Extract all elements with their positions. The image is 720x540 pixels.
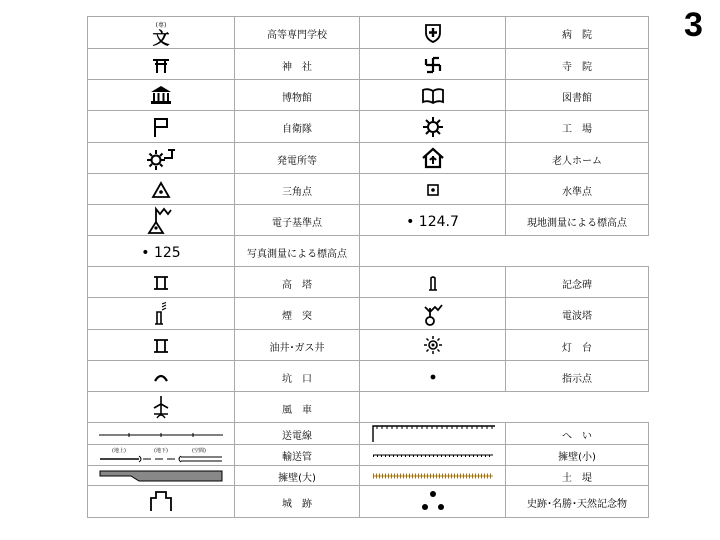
legend-label-cell <box>506 485 649 517</box>
legend-row <box>88 423 649 445</box>
map-symbol-legend-table <box>87 16 649 518</box>
legend-label: 写真測量による標高点 <box>247 248 347 260</box>
legend-row <box>88 17 649 49</box>
legend-label: 送電線 <box>282 431 312 442</box>
legend-label-cell <box>506 143 649 174</box>
fence-icon <box>371 424 495 444</box>
legend-label-cell <box>506 174 649 205</box>
legend-symbol-cell <box>360 423 506 445</box>
legend-label-cell <box>235 174 360 205</box>
legend-label: 擁壁(小) <box>558 452 596 464</box>
lighthouse-icon <box>423 335 443 355</box>
legend-label: 風 車 <box>282 404 312 416</box>
legend-label: 煙 突 <box>282 311 312 322</box>
legend-symbol-cell <box>88 80 235 111</box>
legend-label-cell <box>235 111 360 143</box>
power-plant-icon <box>146 146 176 170</box>
legend-symbol-cell <box>88 17 235 49</box>
legend-label-cell <box>235 267 360 298</box>
legend-row <box>88 205 649 236</box>
library-icon <box>421 87 445 105</box>
radio-tower-icon <box>422 302 444 326</box>
legend-row <box>88 392 649 423</box>
castle-ruins-icon <box>149 490 173 512</box>
legend-label-cell <box>506 445 649 466</box>
retaining-wall-small-icon <box>371 452 495 460</box>
legend-label: 擁壁(大) <box>278 472 316 484</box>
legend-symbol-cell <box>88 445 235 466</box>
legend-symbol-cell <box>88 361 235 392</box>
page-number: 3 <box>684 6 703 44</box>
legend-label: 坑 口 <box>282 373 312 385</box>
windmill-icon <box>150 394 172 420</box>
retaining-wall-large-icon <box>99 470 223 482</box>
legend-label: 三角点 <box>282 186 312 198</box>
legend-symbol-cell <box>88 298 235 330</box>
pipeline-sublabel-underground: (地下) <box>154 447 168 454</box>
legend-label-cell <box>235 236 360 267</box>
legend-symbol-cell <box>88 49 235 80</box>
svg-text:(専): (専) <box>155 21 167 29</box>
electronic-reference-point-icon <box>147 206 175 234</box>
spot-height-value: • 124.7 <box>406 213 459 230</box>
legend-label-cell <box>235 465 360 485</box>
legend-label: 寺 院 <box>562 61 592 73</box>
hospital-icon <box>423 23 443 43</box>
legend-label: 現地測量による標高点 <box>527 217 627 229</box>
reference-point-icon <box>429 373 437 381</box>
legend-row <box>88 143 649 174</box>
temple-icon <box>424 56 442 74</box>
legend-label-cell <box>235 392 360 423</box>
legend-label: 指示点 <box>562 373 592 385</box>
legend-label: 水準点 <box>562 186 592 198</box>
legend-label-cell <box>506 80 649 111</box>
legend-row <box>88 465 649 485</box>
legend-label: 博物館 <box>282 92 312 104</box>
legend-label-cell <box>235 423 360 445</box>
legend-label: 史跡･名勝･天然記念物 <box>527 498 627 510</box>
legend-symbol-cell <box>360 298 506 330</box>
legend-label-cell <box>235 49 360 80</box>
legend-label-cell <box>506 298 649 330</box>
empty-cell <box>506 392 649 423</box>
legend-label-cell <box>235 330 360 361</box>
legend-symbol-cell <box>360 111 506 143</box>
embankment-icon <box>371 472 495 480</box>
legend-label-cell <box>506 17 649 49</box>
legend-label: 高等専門学校 <box>267 30 327 41</box>
triangulation-point-icon <box>151 181 171 199</box>
pipeline-sublabel-above-ground: (地上) <box>112 447 126 454</box>
legend-row <box>88 80 649 111</box>
svg-text:文: 文 <box>152 28 170 46</box>
legend-symbol-cell <box>360 17 506 49</box>
legend-label: 病 院 <box>562 30 592 41</box>
legend-symbol-cell <box>360 267 506 298</box>
legend-label-cell <box>506 465 649 485</box>
legend-label: 高 塔 <box>282 279 312 291</box>
legend-label-cell <box>235 298 360 330</box>
self-defense-icon <box>152 116 170 138</box>
legend-symbol-cell <box>88 392 235 423</box>
legend-label: 図書館 <box>562 92 592 104</box>
chimney-icon <box>153 302 169 326</box>
shrine-icon <box>151 56 171 74</box>
legend-symbol-cell <box>88 205 235 236</box>
tower-icon <box>153 275 169 291</box>
legend-row <box>88 445 649 466</box>
legend-row <box>88 49 649 80</box>
legend-label: 老人ホーム <box>552 155 602 167</box>
empty-cell <box>506 236 649 267</box>
legend-label: 土 堤 <box>562 472 592 484</box>
mine-entrance-icon <box>153 372 169 382</box>
legend-symbol-cell <box>88 465 235 485</box>
legend-label-cell <box>506 205 649 236</box>
legend-symbol-cell <box>360 143 506 174</box>
legend-label-cell <box>506 49 649 80</box>
legend-row <box>88 298 649 330</box>
legend-label-cell <box>506 111 649 143</box>
pipeline-icon <box>99 447 223 465</box>
legend-label: 発電所等 <box>277 155 317 167</box>
museum-icon <box>149 85 173 105</box>
legend-label: 電波塔 <box>562 311 592 322</box>
benchmark-icon <box>426 183 440 197</box>
power-line-icon <box>99 431 223 439</box>
legend-label: 工 場 <box>562 124 592 135</box>
legend-label: 記念碑 <box>562 279 592 291</box>
legend-symbol-cell <box>360 205 506 236</box>
monument-icon <box>427 274 439 292</box>
legend-label: へ い <box>562 431 592 442</box>
legend-label: 城 跡 <box>282 498 312 510</box>
legend-symbol-cell <box>360 465 506 485</box>
legend-symbol-cell <box>360 330 506 361</box>
legend-row <box>88 174 649 205</box>
legend-symbol-cell <box>360 80 506 111</box>
legend-label-cell <box>506 267 649 298</box>
legend-label-cell <box>235 485 360 517</box>
legend-label-cell <box>506 361 649 392</box>
legend-row <box>88 485 649 517</box>
legend-label: 自衛隊 <box>282 124 312 135</box>
legend-row <box>88 267 649 298</box>
legend-symbol-cell <box>88 236 235 267</box>
legend-label: 電子基準点 <box>272 217 322 229</box>
empty-cell <box>360 392 506 423</box>
legend-symbol-cell <box>360 174 506 205</box>
empty-cell <box>360 236 506 267</box>
legend-row <box>88 330 649 361</box>
spot-height-value: • 125 <box>141 244 181 261</box>
legend-symbol-cell <box>360 361 506 392</box>
factory-icon <box>422 116 444 138</box>
legend-label-cell <box>235 17 360 49</box>
legend-label: 油井･ガス井 <box>269 342 325 354</box>
legend-symbol-cell <box>360 485 506 517</box>
legend-row <box>88 111 649 143</box>
legend-symbol-cell <box>360 445 506 466</box>
school-icon <box>146 20 176 46</box>
legend-symbol-cell <box>88 485 235 517</box>
legend-symbol-cell <box>88 174 235 205</box>
legend-label-cell <box>506 330 649 361</box>
legend-label-cell <box>235 361 360 392</box>
legend-symbol-cell <box>88 423 235 445</box>
legend-label-cell <box>235 143 360 174</box>
pipeline-sublabel-aerial: (空間) <box>192 447 206 454</box>
legend-label-cell <box>235 205 360 236</box>
legend-symbol-cell <box>360 49 506 80</box>
historic-site-icon <box>420 490 446 512</box>
legend-symbol-cell <box>88 330 235 361</box>
legend-label: 灯 台 <box>562 342 592 354</box>
legend-label-cell <box>506 423 649 445</box>
oil-well-icon <box>153 338 169 354</box>
nursing-home-icon <box>421 147 445 169</box>
legend-label-cell <box>235 445 360 466</box>
legend-row <box>88 236 649 267</box>
legend-symbol-cell <box>88 143 235 174</box>
legend-symbol-cell <box>88 111 235 143</box>
legend-label: 輸送管 <box>282 452 312 464</box>
legend-label-cell <box>235 80 360 111</box>
legend-label: 神 社 <box>282 61 312 73</box>
legend-row <box>88 361 649 392</box>
legend-symbol-cell <box>88 267 235 298</box>
